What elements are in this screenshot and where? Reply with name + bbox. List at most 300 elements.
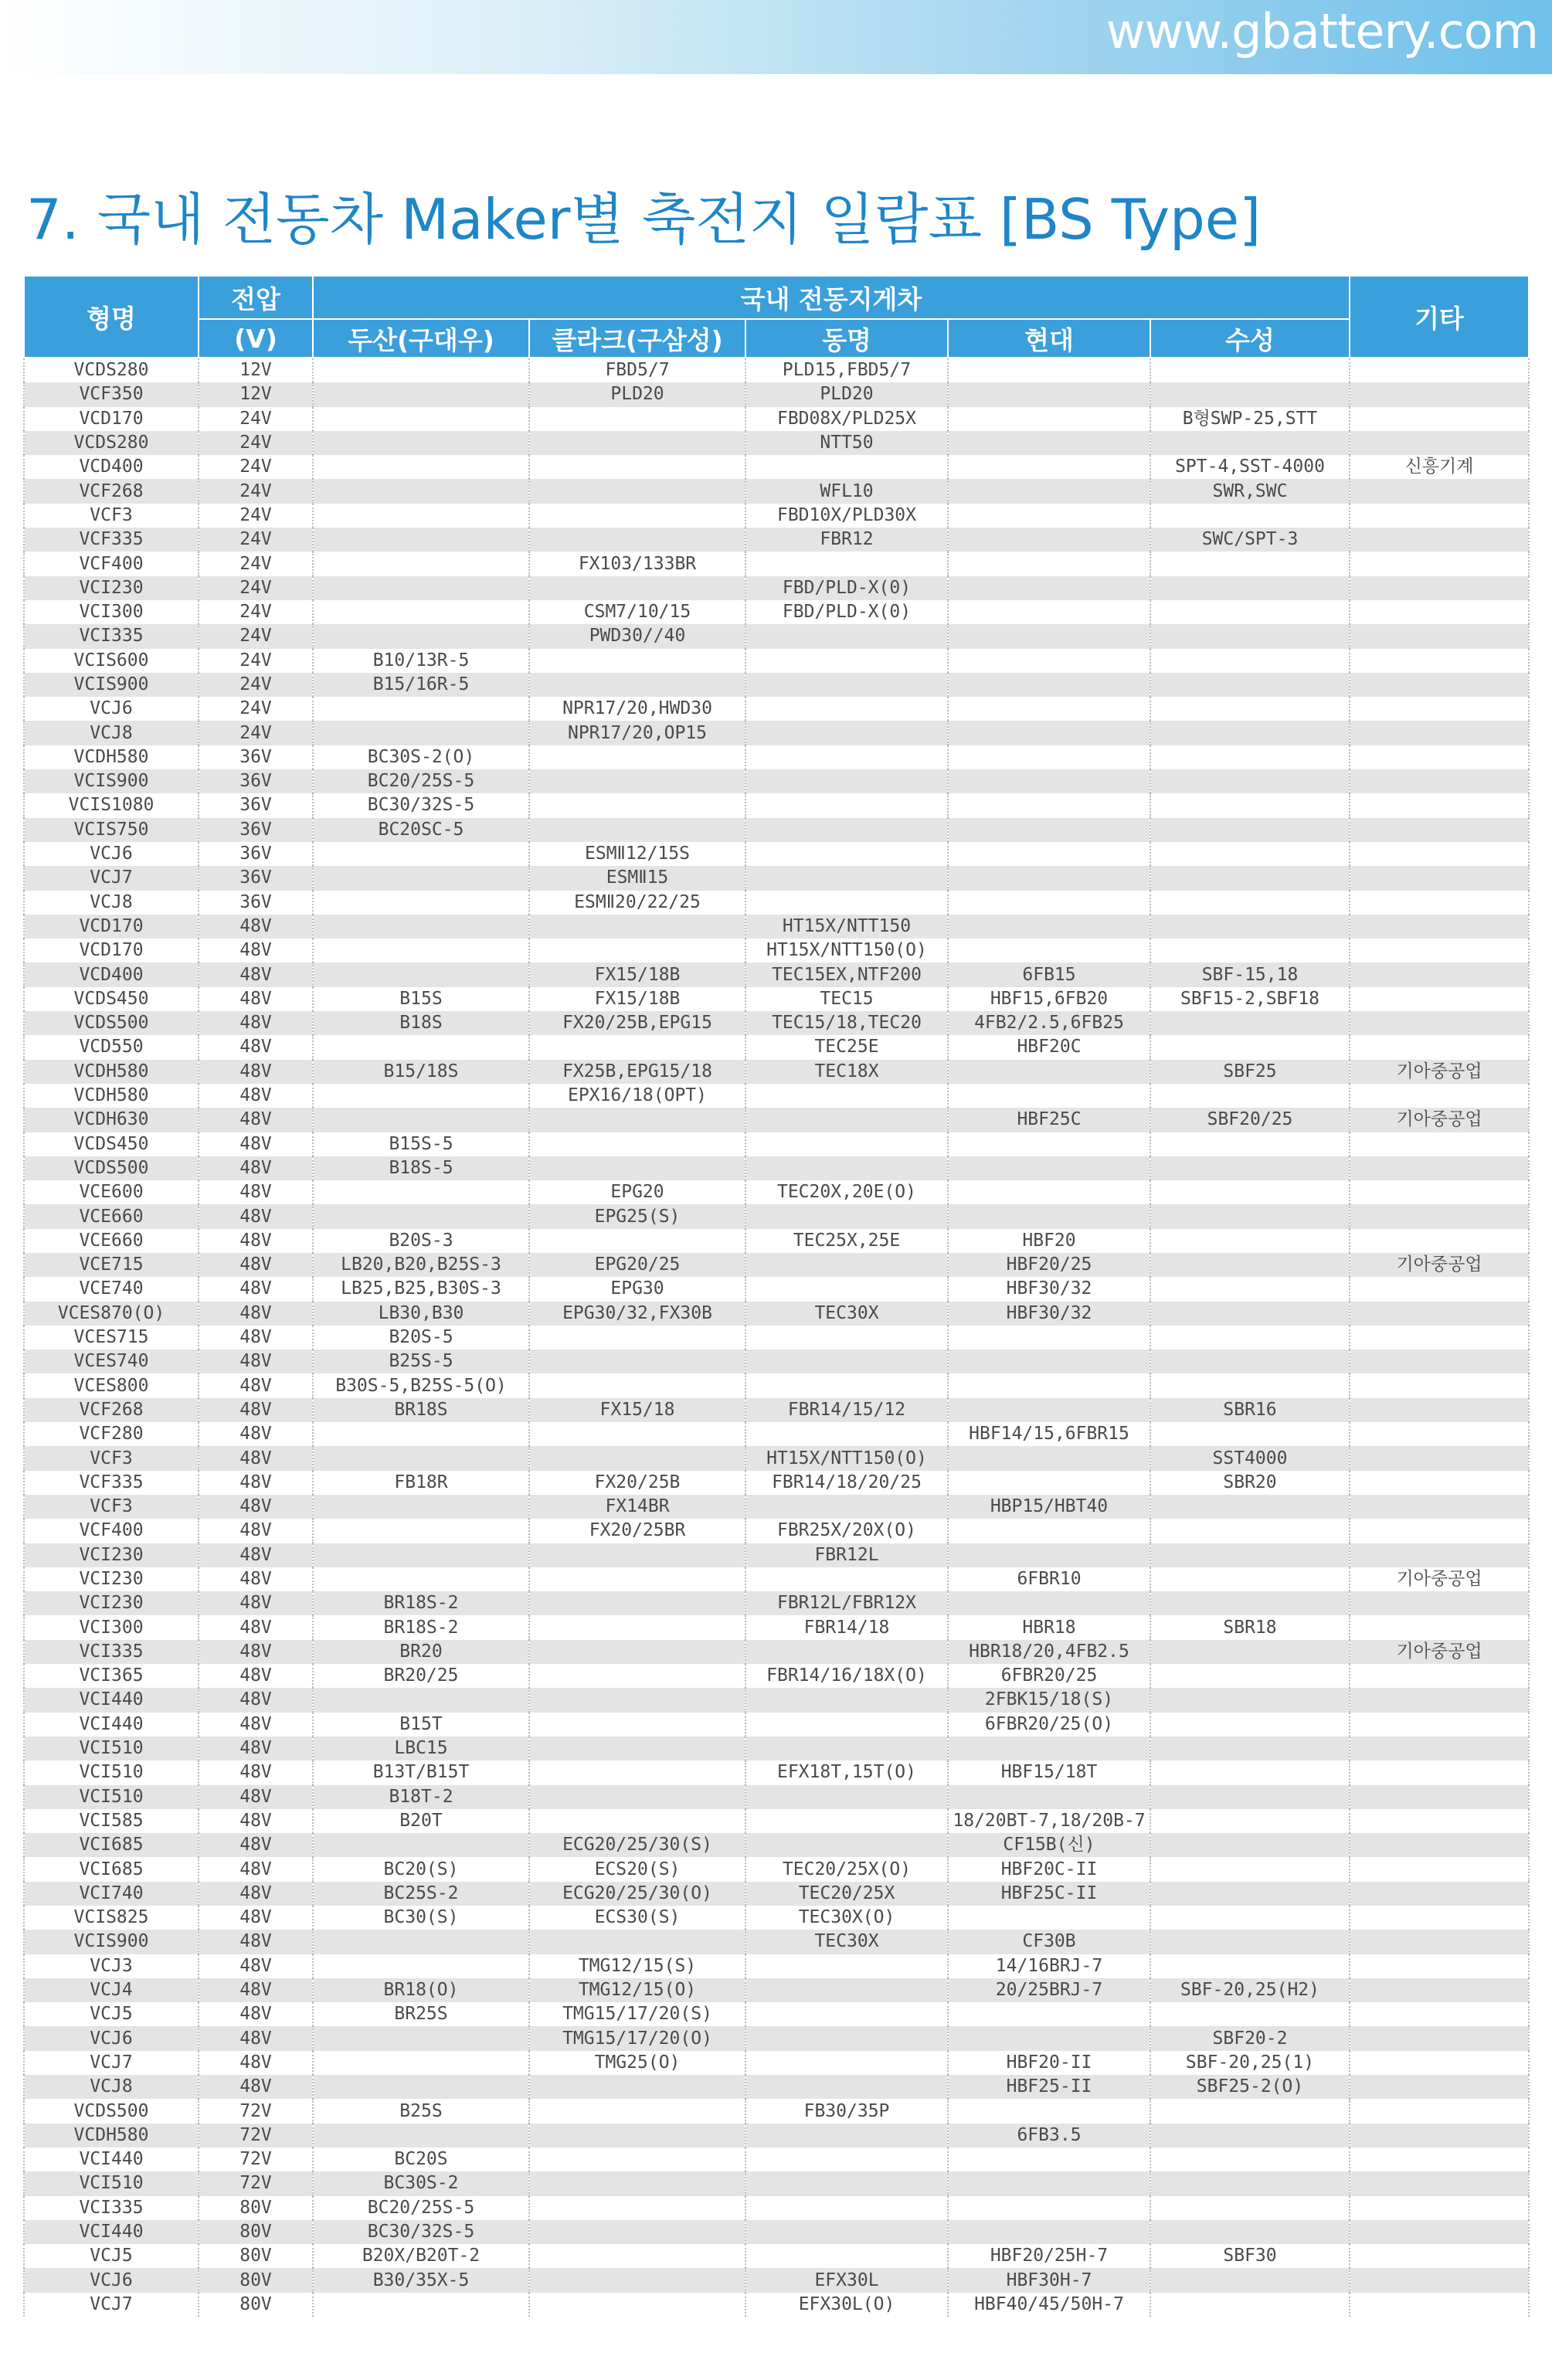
- cell-clark: [529, 1713, 745, 1737]
- cell-suseong: [1150, 431, 1350, 455]
- cell-suseong: SBF20-2: [1150, 2026, 1350, 2050]
- cell-voltage: 48V: [199, 1350, 313, 1373]
- cell-other: [1350, 1302, 1529, 1326]
- table-row: [24, 1737, 1529, 1760]
- cell-dongmyung: TEC15/18,TEC20: [745, 1011, 948, 1035]
- cell-model: VCJ7: [24, 2051, 199, 2075]
- cell-suseong: SBF-20,25(H2): [1150, 1978, 1350, 2002]
- cell-voltage: 36V: [199, 866, 313, 890]
- cell-hyundai: HBF25C-II: [948, 1882, 1150, 1906]
- cell-doosan: BC20SC-5: [313, 818, 529, 842]
- cell-doosan: BR20/25: [313, 1664, 529, 1688]
- cell-other: [1350, 1350, 1529, 1373]
- cell-hyundai: [948, 1060, 1150, 1084]
- cell-voltage: 48V: [199, 1060, 313, 1084]
- table-row: [24, 1422, 1529, 1446]
- cell-voltage: 48V: [199, 1011, 313, 1035]
- cell-dongmyung: [745, 2196, 948, 2220]
- cell-hyundai: [948, 1132, 1150, 1156]
- cell-voltage: 24V: [199, 624, 313, 648]
- cell-voltage: 48V: [199, 1906, 313, 1930]
- cell-dongmyung: [745, 842, 948, 866]
- top-banner: [0, 0, 1552, 74]
- header-voltage: 전압: [199, 276, 313, 319]
- cell-dongmyung: [745, 1785, 948, 1809]
- cell-voltage: 48V: [199, 1833, 313, 1857]
- cell-other: [1350, 793, 1529, 817]
- cell-voltage: 48V: [199, 1446, 313, 1470]
- cell-other: [1350, 2171, 1529, 2195]
- cell-clark: [529, 2147, 745, 2171]
- table-row: [24, 1446, 1529, 1470]
- cell-suseong: [1150, 1350, 1350, 1373]
- cell-dongmyung: [745, 2051, 948, 2075]
- cell-doosan: BR25S: [313, 2002, 529, 2026]
- cell-dongmyung: [745, 1567, 948, 1591]
- cell-clark: [529, 769, 745, 793]
- cell-clark: [529, 1930, 745, 1954]
- cell-doosan: [313, 866, 529, 890]
- cell-model: VCI300: [24, 600, 199, 624]
- cell-other: [1350, 2196, 1529, 2220]
- cell-model: VCIS900: [24, 1930, 199, 1954]
- table-row: [24, 649, 1529, 673]
- cell-other: [1350, 407, 1529, 431]
- cell-clark: [529, 1640, 745, 1664]
- cell-other: [1350, 673, 1529, 697]
- cell-voltage: 24V: [199, 479, 313, 503]
- cell-suseong: [1150, 1011, 1350, 1035]
- cell-suseong: [1150, 745, 1350, 769]
- header-clark: 클라크(구삼성): [529, 319, 745, 358]
- cell-voltage: 12V: [199, 358, 313, 382]
- cell-model: VCE740: [24, 1277, 199, 1301]
- cell-dongmyung: WFL10: [745, 479, 948, 503]
- cell-hyundai: [948, 721, 1150, 745]
- cell-suseong: [1150, 1156, 1350, 1180]
- cell-voltage: 36V: [199, 818, 313, 842]
- table-row: [24, 2002, 1529, 2026]
- cell-hyundai: [948, 2220, 1150, 2244]
- cell-suseong: SBF25-2(O): [1150, 2075, 1350, 2099]
- cell-doosan: [313, 2051, 529, 2075]
- cell-suseong: B형SWP-25,STT: [1150, 407, 1350, 431]
- table-row: [24, 891, 1529, 915]
- table-row: [24, 1954, 1529, 1978]
- cell-model: VCDS280: [24, 358, 199, 382]
- cell-suseong: [1150, 1591, 1350, 1615]
- cell-dongmyung: [745, 1204, 948, 1228]
- cell-dongmyung: [745, 1978, 948, 2002]
- cell-voltage: 48V: [199, 1519, 313, 1543]
- cell-dongmyung: FBR14/18/20/25: [745, 1471, 948, 1495]
- cell-clark: [529, 2124, 745, 2147]
- cell-doosan: BC30(S): [313, 1906, 529, 1930]
- cell-clark: [529, 1446, 745, 1470]
- cell-doosan: [313, 697, 529, 721]
- cell-other: [1350, 1591, 1529, 1615]
- cell-clark: TMG15/17/20(O): [529, 2026, 745, 2050]
- table-row: [24, 1495, 1529, 1519]
- cell-clark: [529, 504, 745, 528]
- cell-clark: [529, 1785, 745, 1809]
- cell-other: 기아중공업: [1350, 1567, 1529, 1591]
- cell-clark: [529, 1229, 745, 1253]
- cell-voltage: 80V: [199, 2220, 313, 2244]
- cell-doosan: B25S-5: [313, 1350, 529, 1373]
- cell-clark: [529, 1035, 745, 1059]
- cell-clark: TMG25(O): [529, 2051, 745, 2075]
- cell-doosan: [313, 891, 529, 915]
- cell-hyundai: [948, 407, 1150, 431]
- table-row: [24, 407, 1529, 431]
- cell-voltage: 48V: [199, 1302, 313, 1326]
- cell-doosan: BC20S: [313, 2147, 529, 2171]
- cell-clark: FX20/25B,EPG15: [529, 1011, 745, 1035]
- cell-model: VCD170: [24, 939, 199, 963]
- cell-hyundai: 6FB3.5: [948, 2124, 1150, 2147]
- cell-hyundai: [948, 1737, 1150, 1760]
- cell-other: [1350, 1084, 1529, 1108]
- cell-doosan: [313, 1204, 529, 1228]
- cell-other: [1350, 2099, 1529, 2123]
- cell-dongmyung: TEC18X: [745, 1060, 948, 1084]
- table-row: [24, 745, 1529, 769]
- cell-doosan: [313, 407, 529, 431]
- cell-clark: [529, 1688, 745, 1712]
- cell-model: VCI300: [24, 1615, 199, 1639]
- cell-clark: [529, 1567, 745, 1591]
- cell-model: VCD400: [24, 455, 199, 479]
- cell-clark: [529, 649, 745, 673]
- cell-hyundai: HBF20/25H-7: [948, 2244, 1150, 2268]
- table-row: [24, 939, 1529, 963]
- cell-doosan: LB30,B30: [313, 1302, 529, 1326]
- cell-voltage: 48V: [199, 1084, 313, 1108]
- cell-doosan: BC30S-2: [313, 2171, 529, 2195]
- cell-voltage: 48V: [199, 1857, 313, 1881]
- cell-voltage: 80V: [199, 2293, 313, 2317]
- cell-other: [1350, 915, 1529, 939]
- cell-clark: [529, 1156, 745, 1180]
- cell-model: VCI440: [24, 2147, 199, 2171]
- table-row: [24, 1011, 1529, 1035]
- table-row: [24, 697, 1529, 721]
- cell-dongmyung: FBR14/15/12: [745, 1398, 948, 1422]
- cell-clark: FX15/18B: [529, 963, 745, 986]
- cell-hyundai: [948, 769, 1150, 793]
- cell-doosan: [313, 1930, 529, 1954]
- cell-doosan: [313, 1084, 529, 1108]
- cell-dongmyung: TEC15: [745, 987, 948, 1011]
- cell-dongmyung: TEC30X: [745, 1930, 948, 1954]
- cell-voltage: 48V: [199, 1229, 313, 1253]
- cell-hyundai: 4FB2/2.5,6FB25: [948, 1011, 1150, 1035]
- table-row: [24, 1591, 1529, 1615]
- header-forklift-group: 국내 전동지게차: [313, 276, 1350, 319]
- cell-suseong: [1150, 1688, 1350, 1712]
- table-row: [24, 2051, 1529, 2075]
- cell-other: [1350, 504, 1529, 528]
- cell-other: [1350, 2075, 1529, 2099]
- cell-voltage: 48V: [199, 1180, 313, 1204]
- cell-doosan: [313, 2293, 529, 2317]
- table-row: [24, 2099, 1529, 2123]
- cell-doosan: [313, 576, 529, 600]
- table-row: [24, 1253, 1529, 1277]
- cell-doosan: [313, 2026, 529, 2050]
- table-row: [24, 2196, 1529, 2220]
- cell-clark: [529, 2099, 745, 2123]
- cell-dongmyung: [745, 552, 948, 575]
- cell-clark: [529, 1422, 745, 1446]
- cell-clark: [529, 915, 745, 939]
- cell-voltage: 80V: [199, 2196, 313, 2220]
- cell-model: VCD170: [24, 407, 199, 431]
- table-row: [24, 842, 1529, 866]
- cell-doosan: BC30/32S-5: [313, 793, 529, 817]
- cell-dongmyung: PLD20: [745, 382, 948, 406]
- cell-other: [1350, 697, 1529, 721]
- cell-hyundai: HBF40/45/50H-7: [948, 2293, 1150, 2317]
- cell-hyundai: [948, 576, 1150, 600]
- cell-clark: [529, 1543, 745, 1567]
- cell-suseong: [1150, 769, 1350, 793]
- cell-other: [1350, 1954, 1529, 1978]
- cell-clark: [529, 1108, 745, 1132]
- cell-hyundai: [948, 528, 1150, 552]
- cell-voltage: 48V: [199, 1326, 313, 1350]
- cell-voltage: 36V: [199, 745, 313, 769]
- cell-clark: ECG20/25/30(O): [529, 1882, 745, 1906]
- cell-suseong: [1150, 1664, 1350, 1688]
- cell-clark: [529, 673, 745, 697]
- cell-other: [1350, 2268, 1529, 2292]
- cell-model: VCJ8: [24, 2075, 199, 2099]
- cell-suseong: [1150, 649, 1350, 673]
- table-row: [24, 1035, 1529, 1059]
- cell-hyundai: [948, 504, 1150, 528]
- cell-dongmyung: [745, 2124, 948, 2147]
- cell-model: VCI585: [24, 1809, 199, 1833]
- cell-voltage: 48V: [199, 1713, 313, 1737]
- cell-hyundai: [948, 1373, 1150, 1397]
- cell-model: VCD170: [24, 915, 199, 939]
- cell-clark: [529, 939, 745, 963]
- cell-model: VCJ5: [24, 2002, 199, 2026]
- cell-hyundai: [948, 1398, 1150, 1422]
- cell-dongmyung: [745, 1833, 948, 1857]
- table-row: [24, 1615, 1529, 1639]
- cell-hyundai: [948, 649, 1150, 673]
- cell-voltage: 48V: [199, 1132, 313, 1156]
- cell-clark: FX15/18B: [529, 987, 745, 1011]
- cell-hyundai: [948, 358, 1150, 382]
- cell-clark: [529, 479, 745, 503]
- table-row: [24, 2244, 1529, 2268]
- table-row: [24, 818, 1529, 842]
- cell-model: VCE600: [24, 1180, 199, 1204]
- cell-doosan: [313, 721, 529, 745]
- cell-voltage: 48V: [199, 1737, 313, 1760]
- cell-dongmyung: EFX30L(O): [745, 2293, 948, 2317]
- cell-suseong: [1150, 358, 1350, 382]
- cell-dongmyung: EFX18T,15T(O): [745, 1760, 948, 1784]
- cell-clark: ECG20/25/30(S): [529, 1833, 745, 1857]
- cell-doosan: B20T: [313, 1809, 529, 1833]
- cell-hyundai: HBF25-II: [948, 2075, 1150, 2099]
- cell-clark: [529, 455, 745, 479]
- cell-dongmyung: TEC30X(O): [745, 1906, 948, 1930]
- cell-suseong: [1150, 1204, 1350, 1228]
- cell-hyundai: [948, 479, 1150, 503]
- cell-hyundai: [948, 2171, 1150, 2195]
- cell-dongmyung: [745, 1954, 948, 1978]
- table-row: [24, 600, 1529, 624]
- cell-model: VCI440: [24, 1688, 199, 1712]
- cell-dongmyung: [745, 1495, 948, 1519]
- table-row: [24, 2075, 1529, 2099]
- cell-clark: ESMⅡ12/15S: [529, 842, 745, 866]
- cell-dongmyung: HT15X/NTT150(O): [745, 939, 948, 963]
- cell-voltage: 48V: [199, 1108, 313, 1132]
- cell-clark: [529, 1373, 745, 1397]
- cell-suseong: SBR16: [1150, 1398, 1350, 1422]
- cell-suseong: [1150, 382, 1350, 406]
- table-row: [24, 1350, 1529, 1373]
- cell-other: [1350, 1737, 1529, 1760]
- cell-other: [1350, 2124, 1529, 2147]
- cell-other: [1350, 382, 1529, 406]
- table-row: [24, 1519, 1529, 1543]
- cell-voltage: 48V: [199, 1640, 313, 1664]
- cell-hyundai: [948, 1204, 1150, 1228]
- cell-hyundai: CF15B(신): [948, 1833, 1150, 1857]
- cell-dongmyung: [745, 2026, 948, 2050]
- cell-suseong: [1150, 2171, 1350, 2195]
- cell-hyundai: [948, 1180, 1150, 1204]
- cell-other: [1350, 1180, 1529, 1204]
- cell-model: VCDH580: [24, 745, 199, 769]
- cell-dongmyung: [745, 891, 948, 915]
- cell-model: VCES715: [24, 1326, 199, 1350]
- cell-model: VCE660: [24, 1229, 199, 1253]
- cell-doosan: [313, 528, 529, 552]
- cell-suseong: [1150, 1857, 1350, 1881]
- cell-dongmyung: [745, 1253, 948, 1277]
- cell-clark: EPX16/18(OPT): [529, 1084, 745, 1108]
- cell-clark: [529, 1760, 745, 1784]
- cell-voltage: 48V: [199, 2051, 313, 2075]
- cell-other: [1350, 624, 1529, 648]
- table-row: [24, 1108, 1529, 1132]
- cell-doosan: [313, 1422, 529, 1446]
- cell-clark: FX20/25B: [529, 1471, 745, 1495]
- cell-doosan: [313, 504, 529, 528]
- cell-hyundai: [948, 2026, 1150, 2050]
- cell-other: [1350, 1543, 1529, 1567]
- table-row: [24, 504, 1529, 528]
- table-row: [24, 1060, 1529, 1084]
- cell-model: VCJ6: [24, 842, 199, 866]
- cell-voltage: 48V: [199, 1954, 313, 1978]
- cell-other: [1350, 1277, 1529, 1301]
- cell-model: VCI440: [24, 2220, 199, 2244]
- cell-model: VCJ4: [24, 1978, 199, 2002]
- cell-voltage: 48V: [199, 1495, 313, 1519]
- table-row: [24, 552, 1529, 575]
- cell-model: VCI510: [24, 2171, 199, 2195]
- cell-hyundai: [948, 745, 1150, 769]
- table-row: [24, 382, 1529, 406]
- cell-voltage: 24V: [199, 697, 313, 721]
- cell-suseong: [1150, 2147, 1350, 2171]
- cell-voltage: 48V: [199, 1471, 313, 1495]
- cell-suseong: [1150, 2002, 1350, 2026]
- table-row: [24, 1132, 1529, 1156]
- table-row: [24, 1471, 1529, 1495]
- cell-model: VCF280: [24, 1422, 199, 1446]
- cell-hyundai: [948, 600, 1150, 624]
- cell-other: 기아중공업: [1350, 1060, 1529, 1084]
- cell-other: [1350, 866, 1529, 890]
- cell-other: [1350, 1785, 1529, 1809]
- table-row: [24, 963, 1529, 986]
- cell-model: VCF3: [24, 1495, 199, 1519]
- cell-suseong: [1150, 915, 1350, 939]
- cell-dongmyung: [745, 1108, 948, 1132]
- cell-dongmyung: [745, 745, 948, 769]
- cell-clark: FX15/18: [529, 1398, 745, 1422]
- cell-other: [1350, 2244, 1529, 2268]
- cell-voltage: 48V: [199, 1882, 313, 1906]
- cell-voltage: 24V: [199, 721, 313, 745]
- cell-dongmyung: [745, 1737, 948, 1760]
- cell-other: [1350, 2026, 1529, 2050]
- cell-dongmyung: [745, 2075, 948, 2099]
- cell-voltage: 48V: [199, 1567, 313, 1591]
- table-row: [24, 1760, 1529, 1784]
- cell-model: VCI365: [24, 1664, 199, 1688]
- cell-hyundai: [948, 673, 1150, 697]
- table-row: [24, 1373, 1529, 1397]
- table-row: [24, 2124, 1529, 2147]
- cell-other: [1350, 576, 1529, 600]
- cell-voltage: 48V: [199, 1930, 313, 1954]
- cell-voltage: 48V: [199, 1809, 313, 1833]
- cell-dongmyung: [745, 2002, 948, 2026]
- cell-other: [1350, 1035, 1529, 1059]
- cell-dongmyung: FBR25X/20X(O): [745, 1519, 948, 1543]
- cell-model: VCDS500: [24, 2099, 199, 2123]
- cell-model: VCIS900: [24, 673, 199, 697]
- cell-doosan: [313, 1688, 529, 1712]
- cell-other: [1350, 1519, 1529, 1543]
- cell-suseong: [1150, 1373, 1350, 1397]
- table-row: [24, 1713, 1529, 1737]
- cell-other: [1350, 1857, 1529, 1881]
- cell-dongmyung: PLD15,FBD5/7: [745, 358, 948, 382]
- cell-doosan: [313, 1446, 529, 1470]
- cell-voltage: 48V: [199, 987, 313, 1011]
- cell-doosan: [313, 1833, 529, 1857]
- cell-voltage: 48V: [199, 1591, 313, 1615]
- cell-other: [1350, 1495, 1529, 1519]
- table-row: [24, 2026, 1529, 2050]
- table-row: [24, 1640, 1529, 1664]
- website-url[interactable]: www.gbattery.com: [1105, 3, 1538, 59]
- cell-clark: [529, 407, 745, 431]
